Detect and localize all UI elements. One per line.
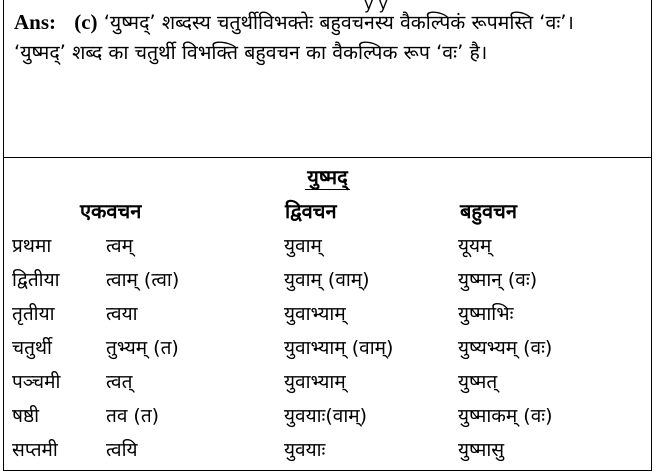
case-name: प्रथमा — [12, 235, 52, 257]
dual-form: युवाभ्याम् — [284, 303, 346, 325]
table-row — [4, 267, 651, 301]
table-row — [4, 437, 651, 471]
singular-form: त्वत् — [106, 371, 133, 393]
table-row — [4, 335, 651, 369]
answer-section — [14, 8, 646, 67]
dual-form: युवाम् — [284, 235, 322, 257]
plural-form: युष्यभ्यम् (वः) — [458, 337, 553, 359]
header-dual: द्विवचन — [285, 199, 337, 223]
section-divider — [4, 157, 651, 158]
singular-form: तुभ्यम् (त) — [106, 337, 179, 359]
case-name: पञ्चमी — [12, 371, 61, 393]
answer-box — [3, 0, 652, 471]
dual-form: युवयाः — [284, 439, 326, 461]
plural-form: युष्मत् — [458, 371, 498, 393]
table-row — [4, 369, 651, 403]
answer-sanskrit-paragraph — [14, 8, 646, 37]
answer-label: Ans: — [14, 10, 57, 34]
header-singular: एकवचन — [80, 199, 142, 223]
header-plural: बहुवचन — [460, 199, 517, 223]
table-row — [4, 403, 651, 437]
singular-form: त्वम् — [106, 235, 133, 257]
plural-form: युष्माकम् (वः) — [458, 405, 553, 427]
table-title — [4, 164, 651, 190]
singular-form: त्वया — [106, 303, 138, 325]
answer-hindi-paragraph — [14, 39, 646, 67]
case-name: द्वितीया — [12, 269, 60, 291]
answer-sanskrit-text: ‘युष्मद्’ शब्दस्य चतुर्थीविभक्तेः बहुवचनस्य वैकल्पिकं रूपमस्ति ‘वः’। — [103, 11, 574, 34]
plural-form: यूयम् — [458, 235, 492, 257]
table-title-text: युष्मद् — [307, 165, 348, 189]
table-row — [4, 301, 651, 335]
case-name: षष्ठी — [12, 405, 40, 427]
singular-form: तव (त) — [106, 405, 160, 427]
dual-form: युवाभ्याम् (वाम्) — [284, 337, 394, 359]
answer-choice: (c) — [74, 10, 98, 34]
cropped-text-fragment: y y — [364, 0, 389, 13]
dual-form: युवाभ्याम् — [284, 371, 346, 393]
dual-form: युवाम् (वाम्) — [284, 269, 370, 291]
singular-form: त्वयि — [106, 439, 138, 461]
case-name: तृतीया — [12, 303, 55, 325]
case-name: चतुर्थी — [12, 337, 52, 359]
plural-form: युष्मासु — [458, 439, 505, 461]
table-row — [4, 233, 651, 267]
singular-form: त्वाम् (त्वा) — [106, 269, 180, 291]
plural-form: युष्मान् (वः) — [458, 269, 538, 291]
case-name: सप्तमी — [12, 439, 58, 461]
dual-form: युवयाः(वाम्) — [284, 405, 368, 427]
plural-form: युष्माभिः — [458, 303, 514, 325]
answer-hindi-text: ‘युष्मद्’ शब्द का चतुर्थी विभक्ति बहुवचन का वैकल्पिक रूप ‘वः’ है। — [14, 41, 488, 64]
